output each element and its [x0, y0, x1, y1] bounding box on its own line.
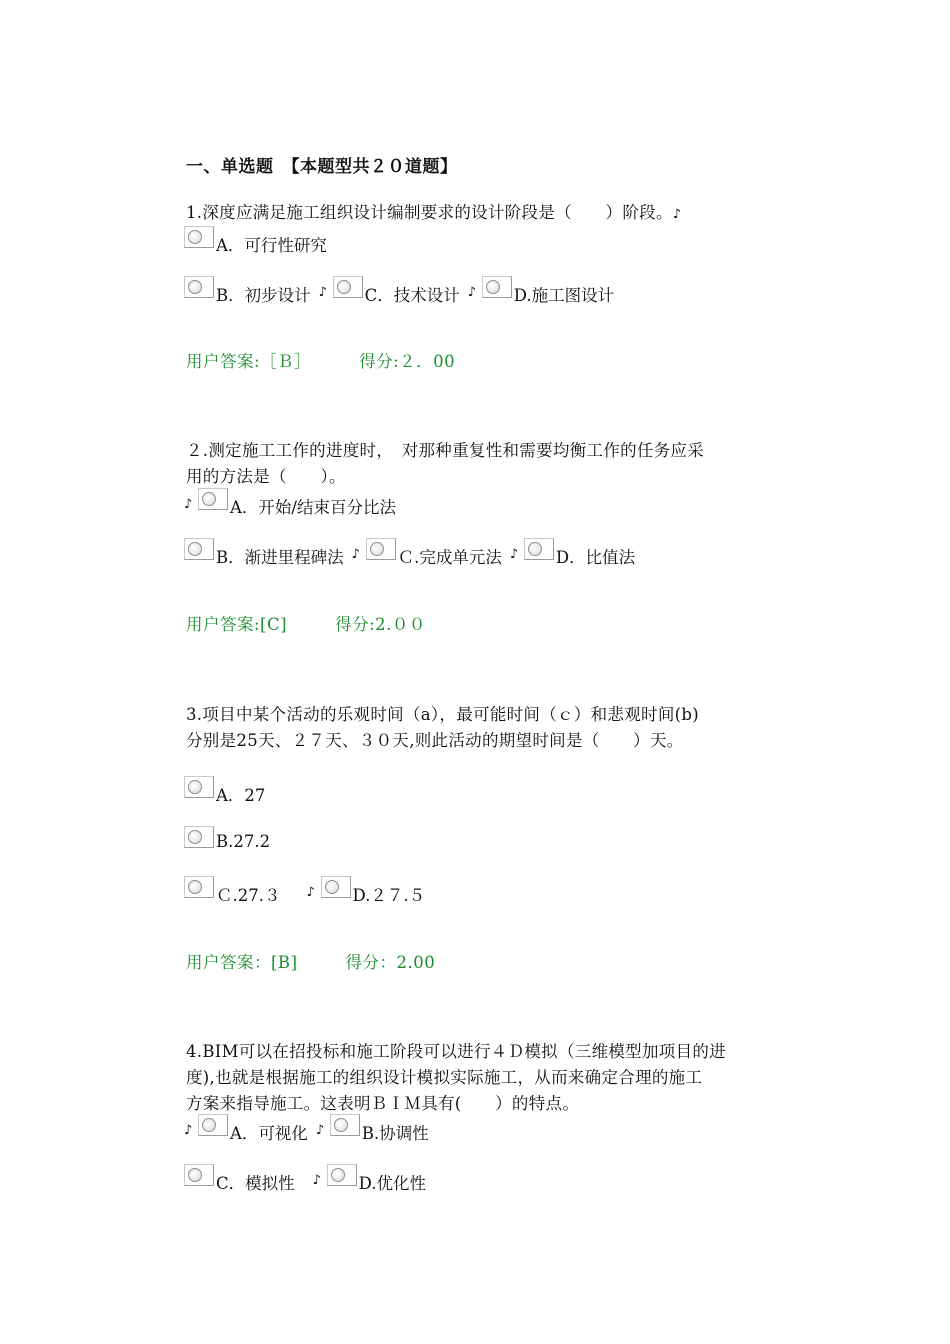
radio-button-icon[interactable] — [524, 538, 554, 560]
option-label: D.优化性 — [358, 1174, 427, 1193]
user-answer: 用户答案:[C] — [186, 615, 288, 634]
paragraph-mark-icon: ♪ — [351, 547, 360, 562]
question-1-stem — [186, 200, 687, 226]
option-label: A．可视化 — [230, 1124, 308, 1143]
question-2-stem-line: 用的方法是（ ）。 — [186, 467, 346, 486]
question-4-options-row-2 — [184, 1164, 434, 1192]
question-2-result — [186, 611, 426, 635]
question-3-option-a[interactable] — [184, 776, 273, 804]
paragraph-mark-icon: ♪ — [318, 285, 327, 300]
option-label: B.协调性 — [361, 1124, 429, 1143]
paragraph-mark-icon: ♪ — [315, 1123, 325, 1138]
option-label: B．初步设计 — [216, 286, 311, 305]
user-answer: 用户答案：[B] — [186, 953, 298, 972]
radio-button-icon[interactable] — [198, 488, 228, 510]
option-label: B.27.2 — [216, 832, 271, 851]
question-2-stem — [186, 438, 704, 490]
question-3-option-b[interactable] — [184, 826, 278, 854]
paragraph-mark-icon: ♪ — [509, 547, 519, 562]
question-3-stem — [186, 702, 699, 754]
radio-button-icon[interactable] — [366, 538, 396, 560]
radio-button-icon[interactable] — [330, 1114, 360, 1136]
score: 得分:２．00 — [359, 352, 456, 371]
score: 得分:2.００ — [335, 615, 426, 634]
question-4-stem-line: 4.BIM可以在招投标和施工阶段可以进行４Ｄ模拟（三维模型加项目的进 — [186, 1042, 726, 1061]
radio-button-icon[interactable] — [321, 876, 351, 898]
radio-button-icon[interactable] — [482, 276, 512, 298]
question-4-stem-line: 度),也就是根据施工的组织设计模拟实际施工，从而来确定合理的施工 — [186, 1068, 703, 1087]
radio-button-icon[interactable] — [184, 276, 214, 298]
radio-button-icon[interactable] — [327, 1164, 357, 1186]
radio-button-icon[interactable] — [184, 538, 214, 560]
radio-button-icon[interactable] — [184, 1164, 214, 1186]
paragraph-mark-icon: ♪ — [306, 885, 315, 900]
option-label: D.２７.５ — [352, 886, 426, 905]
question-4-stem-line: 方案来指导施工。这表明ＢＩＭ具有( ）的特点。 — [186, 1094, 580, 1113]
option-label: C．模拟性 — [216, 1174, 295, 1193]
question-2-option-a[interactable] — [184, 488, 404, 516]
question-3-stem-line: 分别是25天、２７天、３０天,则此活动的期望时间是（ ）天。 — [186, 731, 684, 750]
question-3-options-row — [184, 876, 433, 904]
radio-button-icon[interactable] — [198, 1114, 228, 1136]
radio-button-icon[interactable] — [333, 276, 363, 298]
option-label: A．开始/结束百分比法 — [230, 498, 396, 517]
radio-button-icon[interactable] — [184, 876, 214, 898]
radio-button-icon[interactable] — [184, 226, 214, 248]
option-label: A．27 — [216, 786, 266, 805]
score: 得分：2.00 — [345, 953, 436, 972]
paragraph-mark-icon: ♪ — [467, 285, 477, 300]
option-label: C．技术设计 — [364, 286, 460, 305]
question-3-stem-line: 3.项目中某个活动的乐观时间（a），最可能时间（ｃ）和悲观时间(b) — [186, 705, 699, 724]
paragraph-mark-icon: ♪ — [672, 207, 682, 222]
option-label: Ｃ.27.３ — [216, 886, 281, 905]
question-4-options-row-1 — [184, 1114, 437, 1142]
radio-button-icon[interactable] — [184, 776, 214, 798]
question-1-option-a[interactable] — [184, 226, 335, 254]
option-label: Ｃ.完成单元法 — [397, 548, 502, 567]
question-2-options-row — [184, 538, 643, 566]
paragraph-mark-icon: ♪ — [312, 1173, 321, 1188]
option-label: D．比值法 — [555, 548, 636, 567]
question-1-options-row — [184, 276, 622, 304]
radio-button-icon[interactable] — [184, 826, 214, 848]
question-3-result — [186, 949, 435, 973]
paragraph-mark-icon: ♪ — [184, 497, 193, 512]
option-label: A．可行性研究 — [216, 236, 327, 255]
paragraph-mark-icon: ♪ — [184, 1123, 193, 1138]
question-1-result — [186, 348, 455, 372]
question-2-stem-line: ２.测定施工工作的进度时， 对那种重复性和需要均衡工作的任务应采 — [186, 441, 705, 460]
question-4-stem — [186, 1039, 726, 1117]
question-1-stem-line: 1.深度应满足施工组织设计编制要求的设计阶段是（ ）阶段。 — [186, 203, 673, 222]
option-label: B．渐进里程碑法 — [216, 548, 344, 567]
option-label: D.施工图设计 — [513, 286, 615, 305]
user-answer: 用户答案:［Ｂ］ — [186, 352, 312, 371]
section-title: 一、单选题 【本题型共２０道题】 — [186, 157, 458, 177]
